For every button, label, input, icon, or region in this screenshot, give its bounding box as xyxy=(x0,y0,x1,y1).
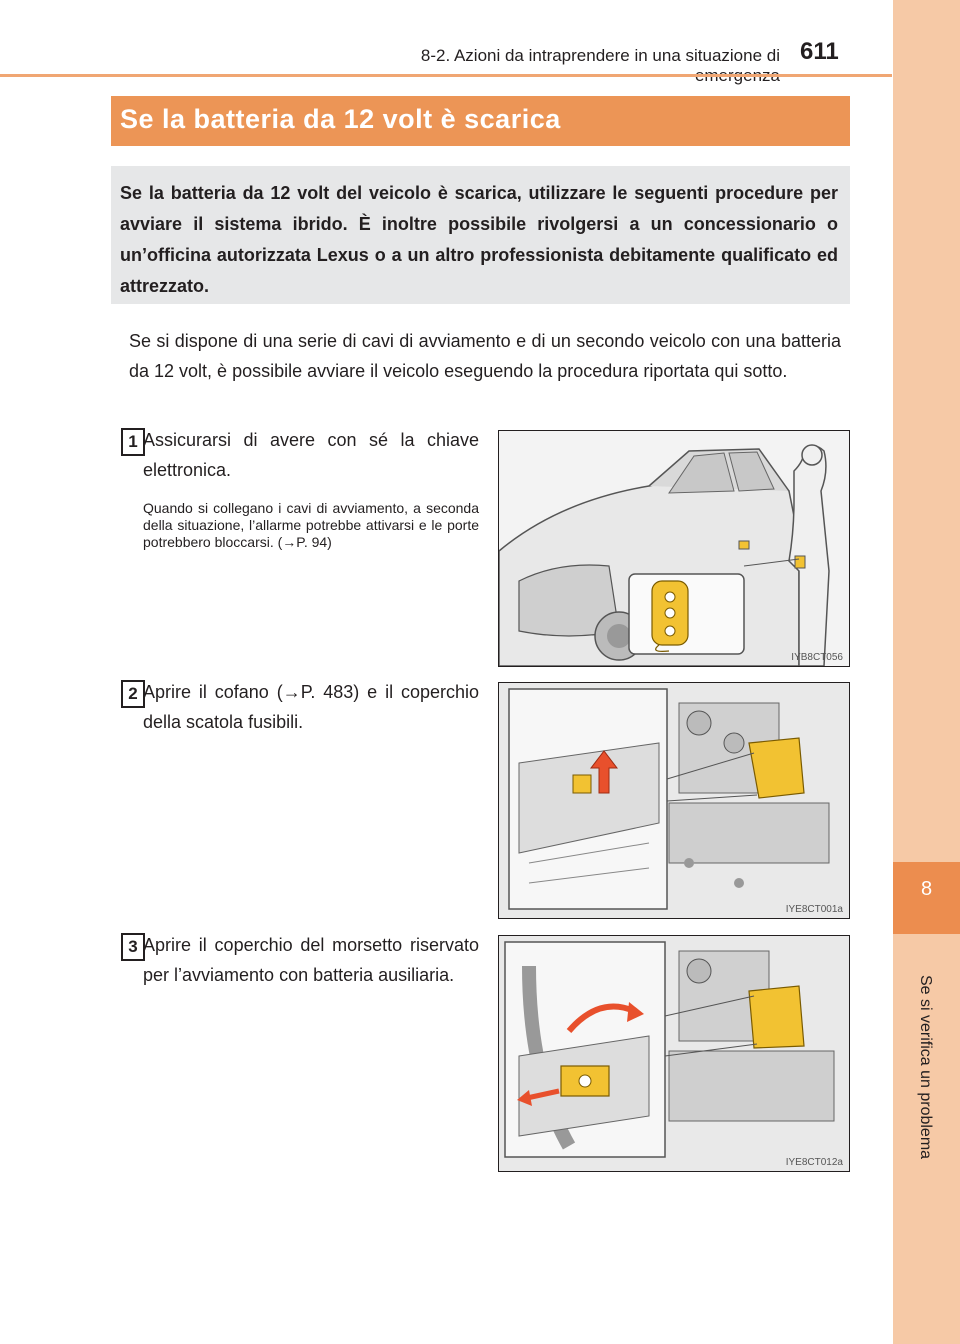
page-number: 611 xyxy=(800,38,839,65)
chapter-sidebar-top xyxy=(893,0,960,862)
figure-jump-terminal xyxy=(498,935,850,1172)
section-title: Se la batteria da 12 volt è scarica xyxy=(120,104,561,134)
step-text-3: Aprire il coperchio del morsetto riservato per l’avviamento con batteria ausiliaria. xyxy=(143,935,479,985)
step-number-1: 1 xyxy=(121,428,145,456)
figure-code-2: IYE8CT001a xyxy=(785,904,843,915)
figure-code-1: IYB8CT056 xyxy=(791,652,843,663)
step-text-1: Assicurarsi di avere con sé la chiave elettronica. xyxy=(143,430,479,480)
jump-terminal-illustration xyxy=(499,936,849,1171)
figure-fuse-box xyxy=(498,682,850,919)
figure-code-3: IYE8CT012a xyxy=(785,1157,843,1168)
running-header-section: 8-2. Azioni da intraprendere in una situazione di xyxy=(420,46,780,65)
intro-text: Se la batteria da 12 volt del veicolo è scarica, utilizzare le seguenti procedure per avviare il sistema ibrido. È inoltre possibile rivolgersi a un concessionario o un’officina autorizzata Lexus o a un altro professionista debitamente qualificato ed attrezzato. xyxy=(120,183,838,296)
figure-car-key xyxy=(498,430,850,667)
chapter-number: 8 xyxy=(920,878,933,900)
chapter-label: Se si verifica un problema xyxy=(917,974,934,1160)
step-text-2: Aprire il cofano (→P. 483) e il coperchio della scatola fusibili. xyxy=(143,682,479,732)
step-number-3: 3 xyxy=(121,933,145,961)
header-rule xyxy=(0,74,892,77)
body-paragraph: Se si dispone di una serie di cavi di avviamento e di un secondo veicolo con una batteria da 12 volt, è possibile avviare il veicolo eseguendo la procedura riportata qui sotto. xyxy=(129,331,841,381)
car-key-illustration xyxy=(499,431,849,666)
fuse-box-illustration xyxy=(499,683,849,918)
step-note-1: Quando si collegano i cavi di avviamento, a seconda della situazione, l’allarme potrebbe attivarsi e le porte potrebbero bloccarsi. (→P. 94) xyxy=(143,500,479,550)
step-number-2: 2 xyxy=(121,680,145,708)
